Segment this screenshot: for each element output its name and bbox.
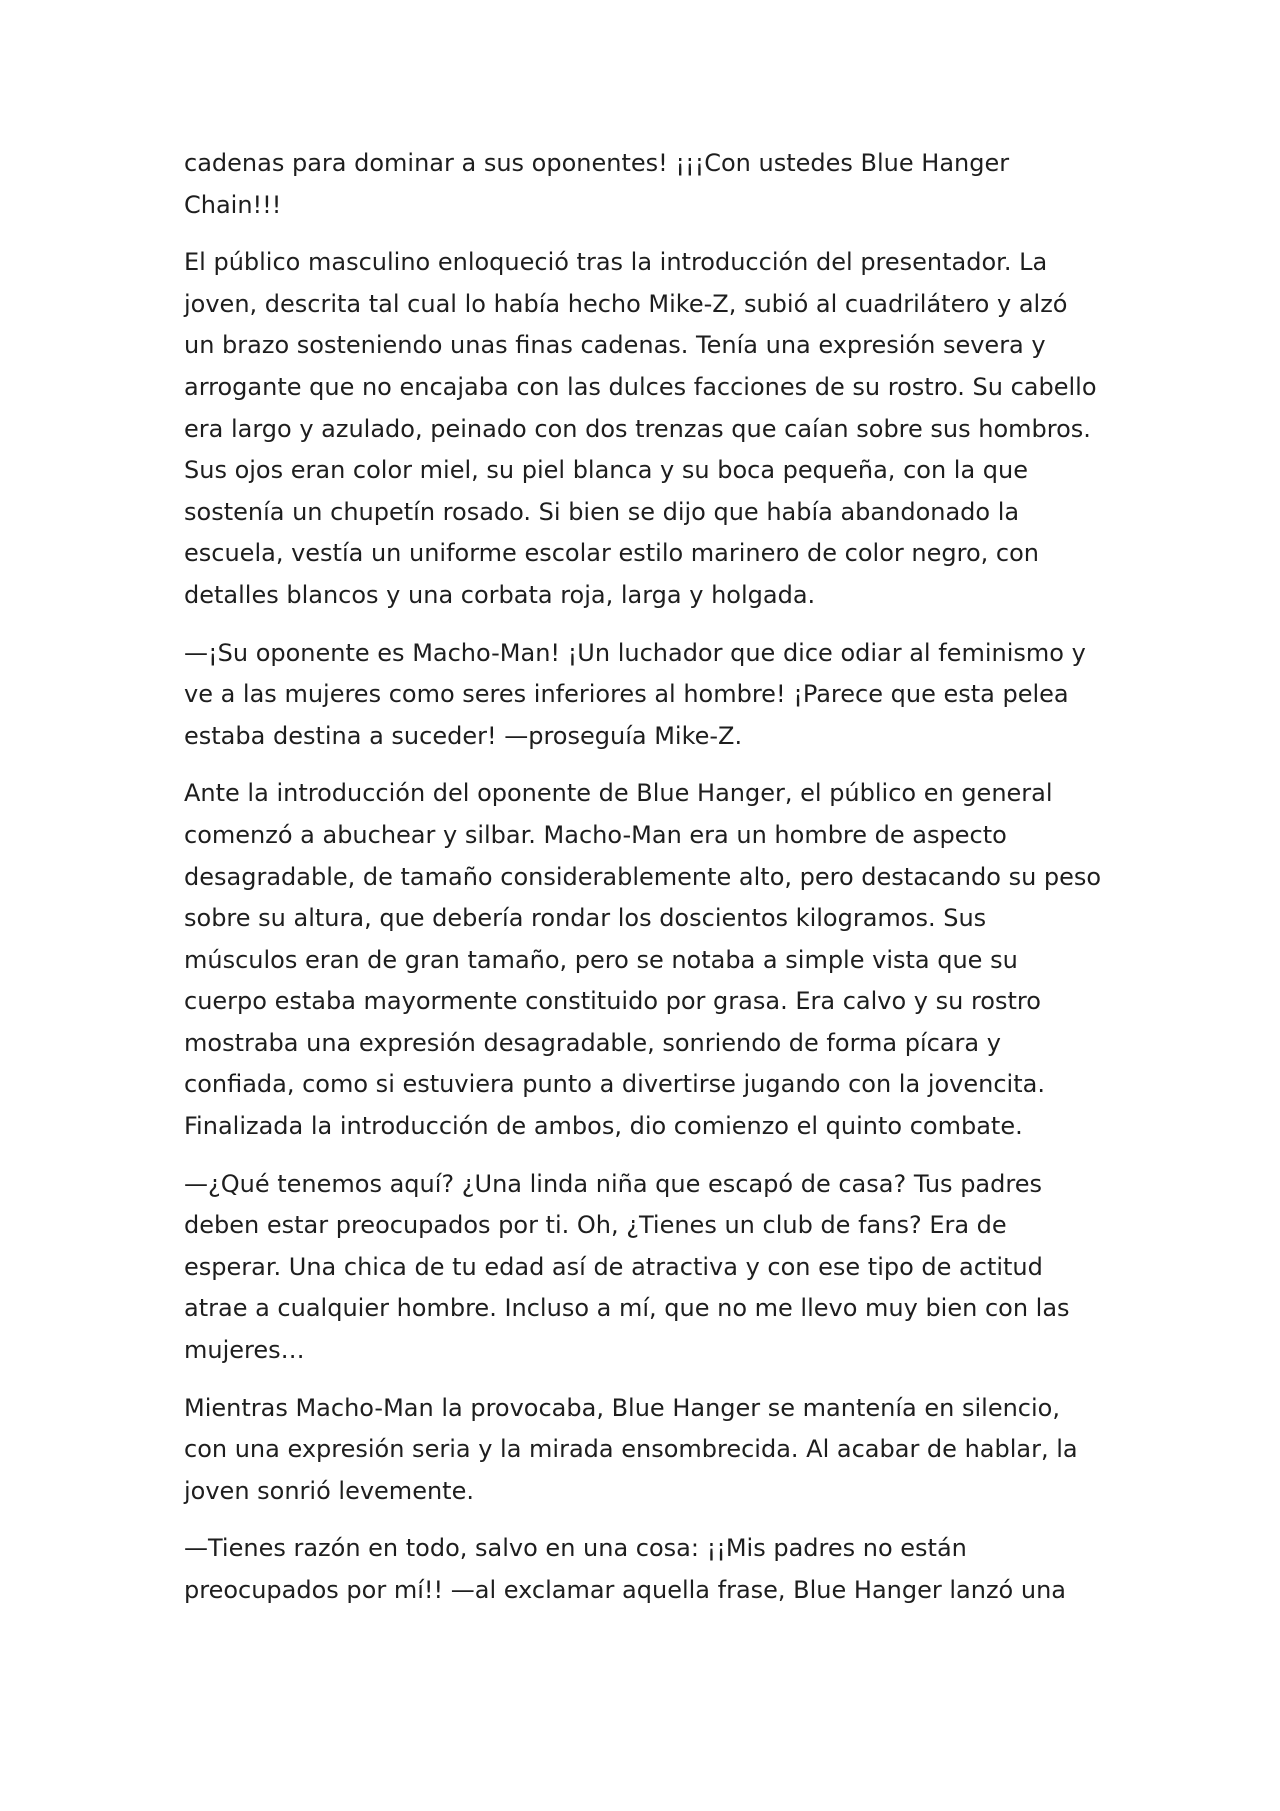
paragraph-1: cadenas para dominar a sus oponentes! ¡¡¡Con ustedes Blue Hanger Chain!!! <box>184 149 1010 219</box>
paragraph-4: Ante la introducción del oponente de Blue Hanger, el público en general comenzó a abuchear y silbar. Macho-Man era un hombre de aspecto desagradable, de tamaño considerablemente alto, pero destacando su peso sobre su altura, que debería rondar los doscientos kilogramos. Sus músculos eran de gran tamaño, pero se notaba a simple vista que su cuerpo estaba mayormente constituido por grasa. Era calvo y su rostro mostraba una expresión desagradable, sonriendo de forma pícara y confiada, como si estuviera punto a divertirse jugando con la jovencita. Finalizada la introducción de ambos, dio comienzo el quinto combate. <box>184 779 1102 1141</box>
paragraph-2: El público masculino enloqueció tras la introducción del presentador. La joven, descrita tal cual lo había hecho Mike-Z, subió al cuadrilátero y alzó un brazo sosteniendo unas finas cadenas. Tenía una expresión severa y arrogante que no encajaba con las dulces facciones de su rostro. Su cabello era largo y azulado, peinado con dos trenzas que caían sobre sus hombros. Sus ojos eran color miel, su piel blanca y su boca pequeña, con la que sostenía un chupetín rosado. Si bien se dijo que había abandonado la escuela, vestía un uniforme escolar estilo marinero de color negro, con detalles blancos y una corbata roja, larga y holgada. <box>184 248 1097 609</box>
paragraph-5: —¿Qué tenemos aquí? ¿Una linda niña que escapó de casa? Tus padres deben estar preocupados por ti. Oh, ¿Tienes un club de fans? Era de esperar. Una chica de tu edad así de atractiva y con ese tipo de actitud atrae a cualquier hombre. Incluso a mí, que no me llevo muy bien con las mujeres… <box>184 1169 1070 1365</box>
paragraph-3: —¡Su oponente es Macho-Man! ¡Un luchador que dice odiar al feminismo y ve a las mujeres como seres inferiores al hombre! ¡Parece que esta pelea estaba destina a suceder! —proseguía Mike-Z. <box>184 638 1086 750</box>
paragraph-6: Mientras Macho-Man la provocaba, Blue Hanger se mantenía en silencio, con una expresión seria y la mirada ensombrecida. Al acabar de hablar, la joven sonrió levemente. <box>184 1393 1078 1505</box>
paragraph-7: —Tienes razón en todo, salvo en una cosa: ¡¡Mis padres no están preocupados por mí!! —al exclamar aquella frase, Blue Hanger lanzó una <box>184 1534 1066 1604</box>
body-text <box>184 143 1104 1628</box>
